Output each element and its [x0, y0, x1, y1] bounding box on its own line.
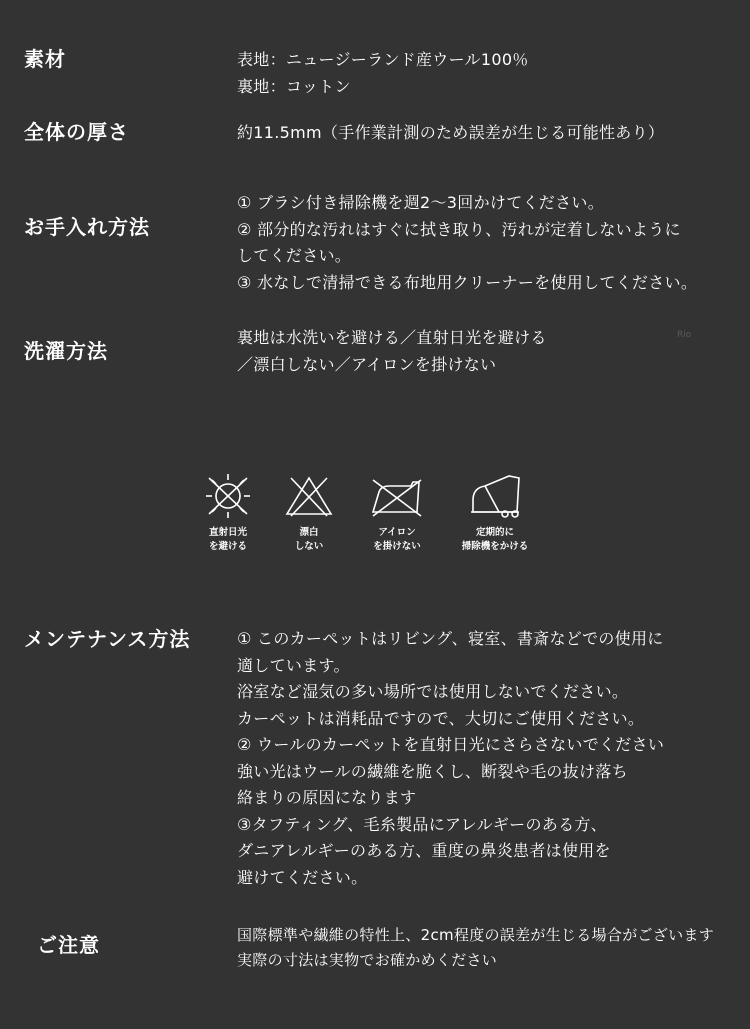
care-label: お手入れ方法 [24, 215, 150, 239]
no-bleach-caption: 漂白 しない [294, 527, 324, 552]
care-text: ① ブラシ付き掃除機を週2～3回かけてください。 ② 部分的な汚れはすぐに拭き取り、汚れが定着しないように してください。 ③ 水なしで清掃できる布地用クリーナーを使用してください。 [237, 193, 698, 292]
thickness-text: 約11.5mm（手作業計測のため誤差が生じる可能性あり） [237, 123, 665, 142]
maintenance-label: メンテナンス方法 [24, 627, 191, 651]
avoid-sunlight-icon [200, 470, 256, 520]
washing-text: 裏地は水洗いを避ける／直射日光を避ける ／漂白しない／アイロンを掛けない [237, 328, 547, 374]
avoid-sunlight-item [188, 470, 268, 554]
material-label: 素材 [24, 47, 66, 71]
vacuum-icon [465, 470, 525, 520]
caution-text: 国際標準や繊維の特性上、2cm程度の誤差が生じる場合がございます 実際の寸法は実物でお確かめください [237, 926, 715, 969]
maintenance-text: ① このカーペットはリビング、寝室、書斎などでの使用に 適しています。 浴室など湿気の多い場所では使用しないでください。 カーペットは消耗品ですので、大切にご使用ください。 ② ウールのカーペットを直射日光にさらさないでください 強い光はウールの繊維を脆くし、断裂や毛の抜け落ち 絡まりの原因になります ③タフティング、毛糸製品にアレルギーのある方、 ダニアレルギーのある方、重度の鼻炎患者は使用を 避けてください。 [237, 629, 665, 887]
thickness-label: 全体の厚さ [24, 120, 129, 144]
caution-label: ご注意 [37, 933, 100, 957]
no-iron-icon [367, 470, 427, 520]
vacuum-caption: 定期的に 掃除機をかける [461, 527, 529, 552]
no-bleach-item [269, 470, 349, 554]
vacuum-item [455, 470, 535, 554]
no-bleach-icon [281, 470, 337, 520]
washing-label: 洗濯方法 [24, 339, 108, 363]
no-iron-item [357, 470, 437, 554]
no-iron-caption: アイロン を掛けない [373, 527, 421, 552]
material-text: 表地：ニュージーランド産ウール100％ 裏地：コットン [237, 50, 529, 96]
care-icons [195, 470, 555, 570]
faint-watermark: Rio [677, 330, 692, 340]
avoid-sunlight-caption: 直射日光 を避ける [208, 527, 247, 552]
